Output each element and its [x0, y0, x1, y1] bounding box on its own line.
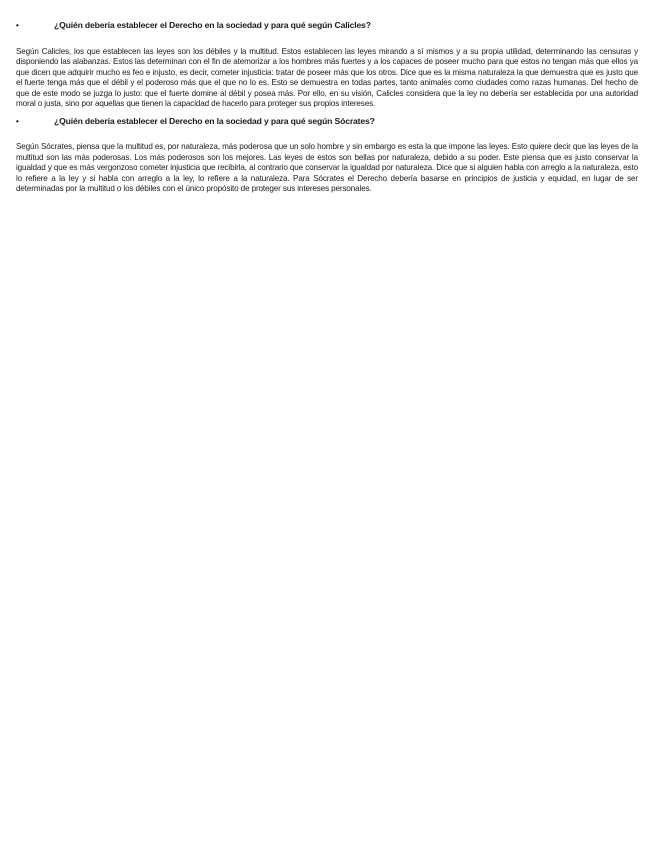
question-heading-socrates [16, 115, 638, 128]
question-text: ¿Quién debería establecer el Derecho en la sociedad y para qué según Calicles? [54, 20, 371, 30]
bullet-point: • [16, 21, 19, 30]
bullet-point: • [16, 117, 19, 127]
answer-paragraph-socrates: Según Sócrates, piensa que la multitud es, por naturaleza, más poderosa que un solo hombre y sin embargo es esta la que impone las leyes. Esto quiere decir que las leyes de la multitud son las más poderosas. Los más poderosos son los mejores. Las leyes de estos son bellas por naturaleza, debido a su poder. Este piensa que es justo conservar la igualdad y que es más vergonzoso cometer injusticia que recibirla, al contrario que conservar la igualdad por naturaleza. Dice que si alguien habla con arreglo a la naturaleza, esto lo refiere a la ley y si habla con arreglo a la ley, lo refiere a la naturaleza. Para Sócrates el Derecho debería basarse en principios de justicia y equidad, en lugar de ser determinadas por la multitud o los débiles con el único propósito de proteger sus intereses personales. [16, 142, 638, 194]
question-heading-calicles [16, 19, 638, 32]
document-page [16, 19, 638, 194]
question-text: ¿Quién debería establecer el Derecho en la sociedad y para qué según Sócrates? [54, 116, 375, 127]
answer-paragraph-calicles: Según Calicles, los que establecen las leyes son los débiles y la multitud. Estos establecen las leyes mirando a sí mismos y a su propia utilidad, determinando las censuras y disponiendo las alabanzas. Estos las determinan con el fin de atemorizar a los hombres más fuertes y a los capaces de poseer mucho para que estos no tengan más que ellos ya que dicen que adquirir mucho es feo e injusto, es decir, cometer injusticia: tratar de poseer más que los otros. Dice que es la misma naturaleza la que demuestra que es justo que el fuerte tenga más que el débil y el poderoso más que el que no lo es. Esto se demuestra en todas partes, tanto animales como ciudades como razas humanas. Del hecho de que de este modo se juzga lo justo: que el fuerte domine al débil y posea más. Por ello, en su visión, Calicles considera que la ley no debería ser establecida por una autoridad moral o justa, sino por aquellas que tienen la capacidad de hacerlo para proteger sus propios intereses. [16, 47, 638, 109]
